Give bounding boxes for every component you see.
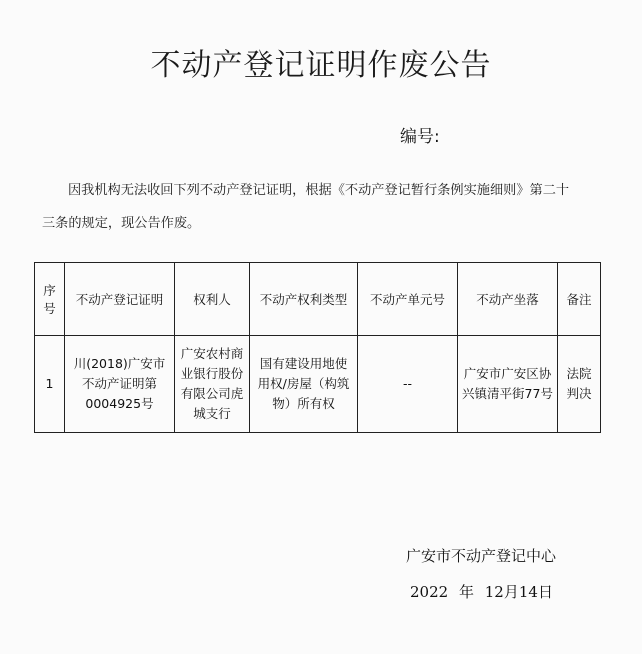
- issue-date: [410, 581, 559, 602]
- issue-year-unit: 年: [458, 583, 474, 601]
- table-row: [35, 336, 601, 433]
- notice-paragraph: [42, 174, 602, 240]
- issuing-organization: 广安市不动产登记中心: [406, 547, 557, 565]
- paragraph-line-2: 三条的规定，现公告作废。: [42, 216, 201, 231]
- cell-location: 广安市广安区协兴镇清平街77号: [458, 336, 558, 433]
- issue-year: 2022: [410, 583, 449, 601]
- cell-certificate: 川(2018)广安市不动产证明第0004925号: [65, 336, 175, 433]
- header-certificate: 不动产登记证明: [65, 263, 175, 336]
- cell-index: 1: [35, 336, 65, 433]
- page-title: 不动产登记证明作废公告: [150, 48, 492, 83]
- document-number-label: 编号:: [400, 127, 440, 147]
- header-right-type: 不动产权利类型: [250, 263, 358, 336]
- cell-holder: 广安农村商业银行股份有限公司虎城支行: [175, 336, 250, 433]
- header-index: 序号: [35, 263, 65, 336]
- issue-month-day: 12月14日: [484, 583, 553, 601]
- header-holder: 权利人: [175, 263, 250, 336]
- cell-remark: 法院判决: [558, 336, 601, 433]
- header-unit-no: 不动产单元号: [358, 263, 458, 336]
- paragraph-line-1: 因我机构无法收回下列不动产登记证明，根据《不动产登记暂行条例实施细则》第二十: [68, 183, 570, 198]
- cell-right-type: 国有建设用地使用权/房屋（构筑物）所有权: [250, 336, 358, 433]
- cell-unit-no: --: [358, 336, 458, 433]
- void-certificate-table: [34, 262, 601, 433]
- table-header-row: [35, 263, 601, 336]
- header-location: 不动产坐落: [458, 263, 558, 336]
- header-remark: 备注: [558, 263, 601, 336]
